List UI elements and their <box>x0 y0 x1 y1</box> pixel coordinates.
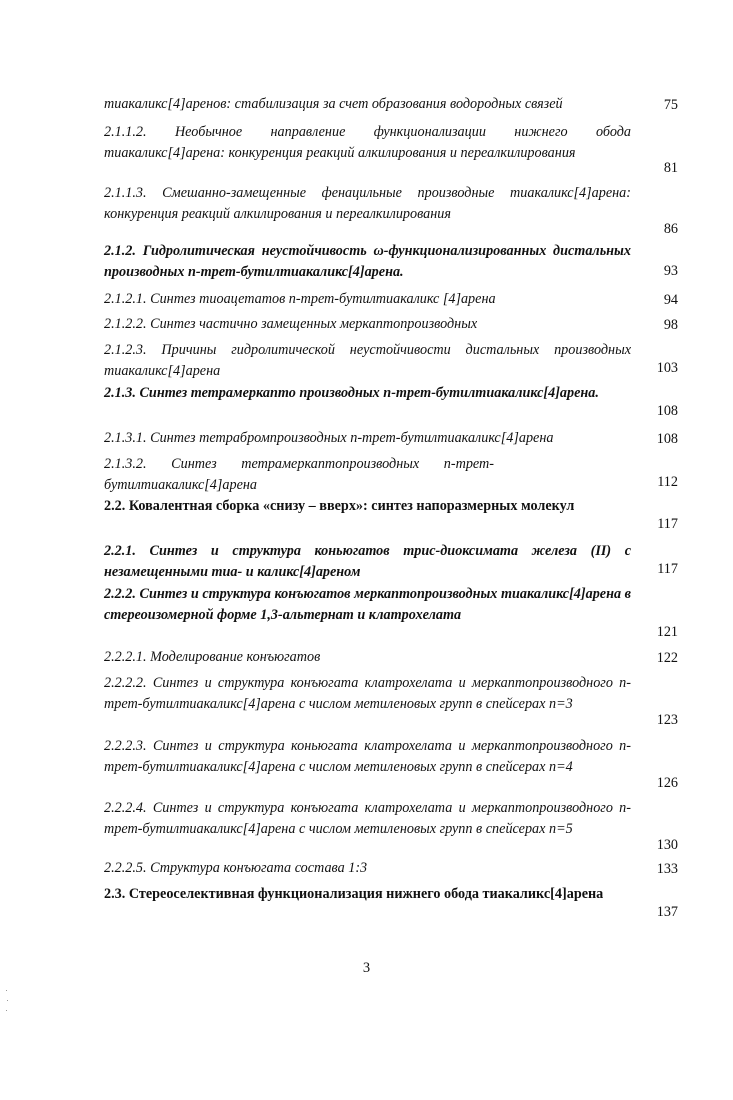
scan-speck <box>7 1000 8 1001</box>
toc-entry-page: 108 <box>656 430 678 447</box>
toc-entry-page: 130 <box>656 836 678 853</box>
toc-entry-page: 117 <box>657 560 678 577</box>
toc-entry-page: 126 <box>656 774 678 791</box>
toc-entry-title: 2.2.2.3. Синтез и структура коньюгата клатрохелата и меркаптопроизводного п-трет-бутилтиакаликс[4]арена с числом метиленовых групп в спейсерах n=4 <box>104 738 631 775</box>
toc-entry-page: 117 <box>657 515 678 532</box>
toc-entry-page: 86 <box>663 220 678 237</box>
toc-entry-title: 2.1.3.2. Синтез тетрамеркаптопроизводных п-трет-бутилтиакаликс[4]арена <box>104 456 494 493</box>
toc-entry-title: 2.2. Ковалентная сборка «снизу – вверх»: синтез напоразмерных молекул <box>104 498 575 514</box>
toc-entry <box>104 798 678 855</box>
toc-entry-title: 2.1.3. Синтез тетрамеркапто производных п-трет-бутилтиакаликс[4]арена. <box>104 385 599 401</box>
toc-entry-title: 2.2.2. Синтез и структура конъюгатов меркаптопроизводных тиакаликс[4]арена в стереоизомерной форме 1,3-альтернат и клатрохелата <box>104 586 631 623</box>
toc-entry <box>104 122 678 178</box>
toc-entry-page: 121 <box>656 623 678 640</box>
toc-entry-title: 2.2.1. Синтез и структура коньюгатов трис-диоксимата железа (II) с незамещенными тиа- и каликс[4]ареном <box>104 543 631 580</box>
toc-entry <box>104 736 678 793</box>
toc-entry-title: 2.2.2.1. Моделирование конъюгатов <box>104 649 321 665</box>
toc-entry <box>104 314 678 335</box>
toc-entry-title: 2.2.2.2. Синтез и структура конъюгата клатрохелата и меркаптопроизводного п-трет-бутилтиакаликс[4]арена с числом метиленовых групп в спейсерах n=3 <box>104 675 631 712</box>
toc-entry-title: 2.1.2.1. Синтез тиоацетатов п-трет-бутилтиакаликс [4]арена <box>104 291 496 307</box>
toc-entry <box>104 884 678 922</box>
toc-entry <box>104 428 678 449</box>
toc-entry-title: 2.2.2.4. Синтез и структура конъюгата клатрохелата и меркаптопроизводного п-трет-бутилтиакаликс[4]арена с числом метиленовых групп в спейсерах n=5 <box>104 800 631 837</box>
toc-entry <box>104 183 678 239</box>
toc-entry <box>104 496 678 534</box>
toc-entry <box>104 673 678 730</box>
toc-entry-page: 123 <box>656 711 678 728</box>
toc-entry-page: 98 <box>663 316 678 333</box>
toc-entry <box>104 454 678 492</box>
toc-entry <box>104 541 678 579</box>
toc-entry-title: 2.1.2.2. Синтез частично замещенных меркаптопроизводных <box>104 316 478 332</box>
page-number: 3 <box>362 960 371 976</box>
toc-entry-page: 94 <box>663 291 678 308</box>
toc-entry-page: 122 <box>656 649 678 666</box>
toc-entry <box>104 94 678 115</box>
toc-entry <box>104 647 678 668</box>
toc-entry <box>104 584 678 642</box>
toc-entry <box>104 858 678 879</box>
toc-entry <box>104 340 678 378</box>
toc-entry-page: 133 <box>656 860 678 877</box>
toc-entry-page: 137 <box>656 903 678 920</box>
toc-entry-page: 81 <box>663 159 678 176</box>
toc-entry-page: 108 <box>656 402 678 419</box>
toc-entry-title: 2.1.1.2. Необычное направление функционализации нижнего обода тиакаликс[4]арена: конкуренция реакций алкилирования и переалкилирования <box>104 124 631 161</box>
toc-entry <box>104 241 678 281</box>
toc-entry-page: 103 <box>656 359 678 376</box>
toc-entry-title: 2.1.1.3. Смешанно-замещенные фенацильные производные тиакаликс[4]арена: конкуренция реакций алкилирования и переалкилирования <box>104 185 631 222</box>
toc-entry-title: 2.1.2.3. Причины гидролитической неустойчивости дистальных производных тиакаликс[4]арена <box>104 342 631 379</box>
toc-entry-page: 75 <box>663 96 678 113</box>
toc-entry-title: 2.3. Стереоселективная функционализация нижнего обода тиакаликс[4]арена <box>104 886 604 902</box>
toc-entry-title: 2.1.2. Гидролитическая неустойчивость ω-функционализированных дистальных производных п-трет-бутилтиакаликс[4]арена. <box>104 243 631 280</box>
toc-entry-page: 93 <box>663 262 678 279</box>
toc-entry <box>104 289 678 310</box>
toc-entry-page: 112 <box>657 473 678 490</box>
toc-entry-title: 2.2.2.5. Структура конъюгата состава 1:3 <box>104 860 368 876</box>
scan-speck <box>6 1010 7 1011</box>
scan-speck <box>6 990 7 991</box>
toc-entry-title: 2.1.3.1. Синтез тетрабромпроизводных п-трет-бутилтиакаликс[4]арена <box>104 430 554 446</box>
toc-entry <box>104 383 678 421</box>
toc-entry-title: тиакаликс[4]аренов: стабилизация за счет образования водородных связей <box>104 96 563 112</box>
